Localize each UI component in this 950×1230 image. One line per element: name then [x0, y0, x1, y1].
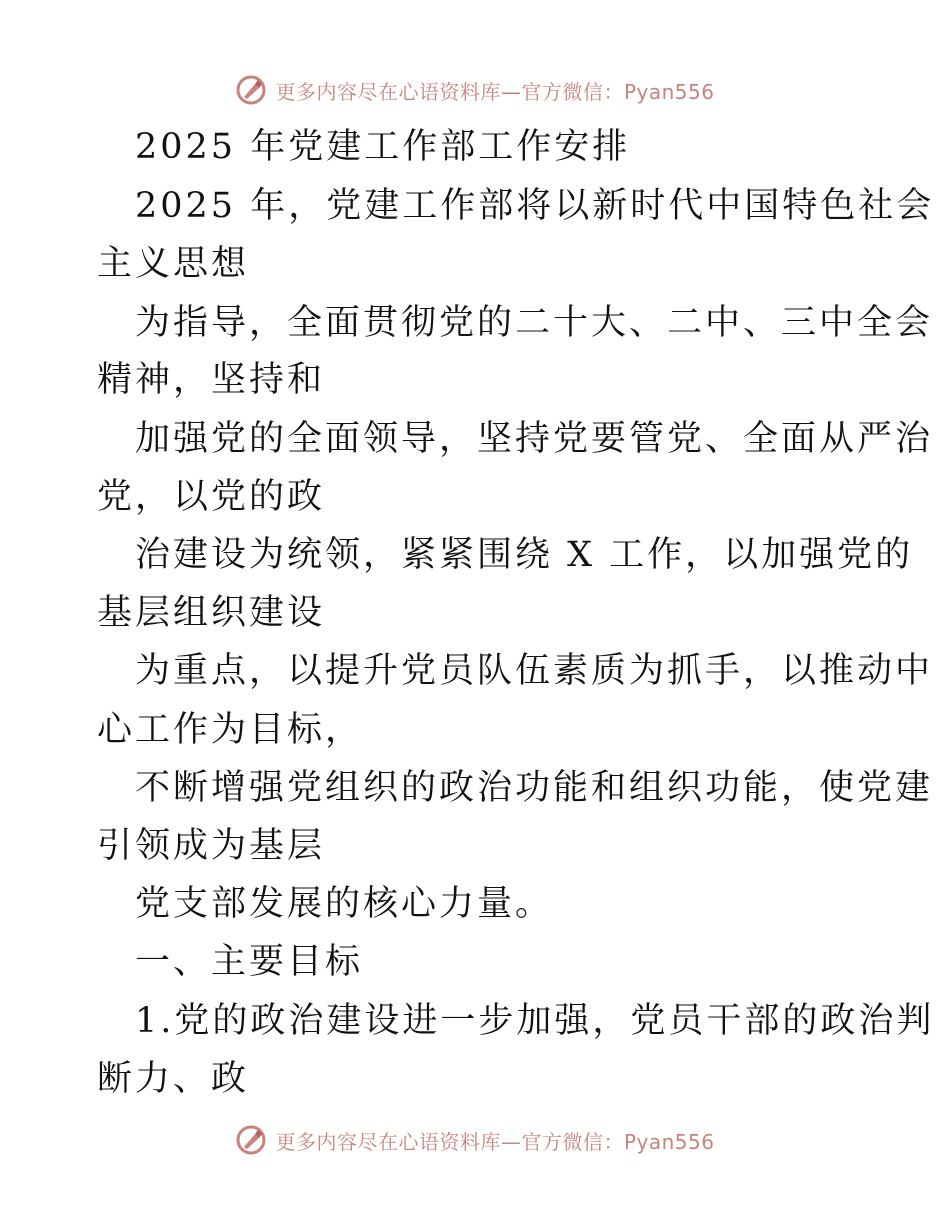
- paragraph-line: 为重点，以提升党员队伍素质为抓手，以推动中: [135, 651, 934, 691]
- paragraph-line: 断力、政: [97, 1059, 250, 1099]
- paragraph-line: 党支部发展的核心力量。: [135, 884, 554, 924]
- pen-nib-logo-icon: [235, 1124, 267, 1156]
- paragraph-line: 引领成为基层: [97, 826, 326, 866]
- paragraph-line: 心工作为目标，: [97, 710, 364, 750]
- watermark-footer: [0, 1120, 950, 1160]
- paragraph-line: 2025 年，党建工作部将以新时代中国特色社会: [135, 186, 935, 226]
- paragraph-line: 治建设为统领，紧紧围绕 X 工作，以加强党的: [135, 535, 914, 575]
- list-item: 1.党的政治建设进一步加强，党员干部的政治判: [135, 1001, 935, 1041]
- paragraph-line: 主义思想: [97, 244, 250, 284]
- paragraph-line: 基层组织建设: [97, 593, 326, 633]
- watermark-text: 更多内容尽在心语资料库—官方微信：Pyan556: [275, 1129, 715, 1154]
- paragraph-line: 党，以党的政: [97, 477, 326, 517]
- section-heading: 一、主要目标: [135, 942, 364, 982]
- paragraph-line: 加强党的全面领导，坚持党要管党、全面从严治: [135, 419, 934, 459]
- paragraph-line: 精神，坚持和: [97, 360, 326, 400]
- paragraph-line: 为指导，全面贯彻党的二十大、二中、三中全会: [135, 303, 934, 343]
- watermark-text: 更多内容尽在心语资料库—官方微信：Pyan556: [275, 79, 715, 104]
- paragraph-line: 不断增强党组织的政治功能和组织功能，使党建: [135, 768, 934, 808]
- document-title: 2025 年党建工作部工作安排: [135, 127, 631, 167]
